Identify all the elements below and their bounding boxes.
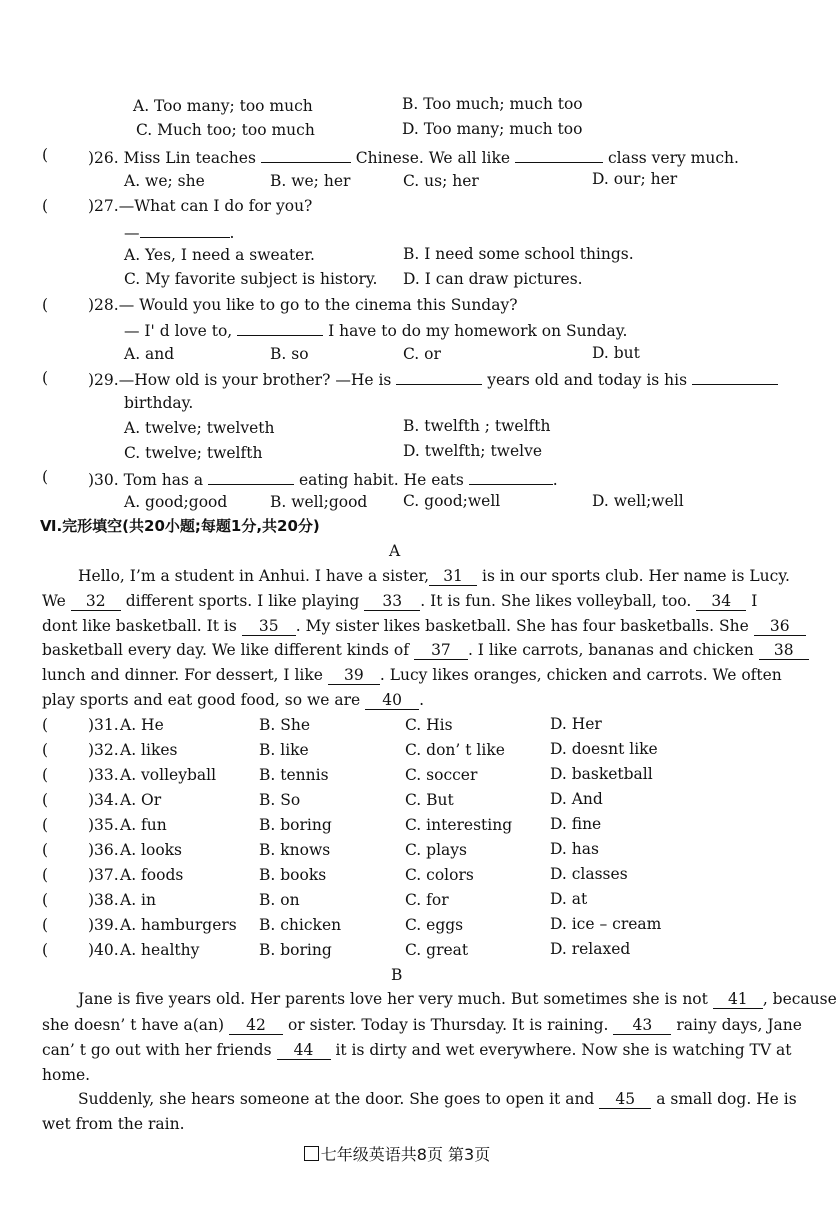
q27-option-d: D. I can draw pictures. <box>403 270 583 288</box>
passage-b-line-2: she doesn’ t have a(an) 42 or sister. Today is Thursday. It is raining. 43 rainy days, Jane <box>42 1016 802 1034</box>
option-c: C. for <box>405 891 449 909</box>
q26-option-d: D. our; her <box>592 170 678 188</box>
option-c: C. don’ t like <box>405 741 505 759</box>
option-c: C. colors <box>405 866 474 884</box>
option-a: A. looks <box>120 841 183 859</box>
option-b: B. books <box>259 866 327 884</box>
q29-answer-paren[interactable]: ( <box>42 369 49 387</box>
q30-option-c: C. good;well <box>403 492 501 510</box>
option-c: C. plays <box>405 841 467 859</box>
option-b: B. tennis <box>259 766 329 784</box>
q29-blank-1[interactable] <box>396 367 482 385</box>
q28-blank[interactable] <box>237 318 323 336</box>
option-a: A. foods <box>120 866 184 884</box>
passage-b-label: B <box>391 966 403 984</box>
option-c: C. But <box>405 791 454 809</box>
q26-blank-2[interactable] <box>515 145 603 163</box>
option-row[interactable]: ( <box>42 716 49 734</box>
q26-blank-1[interactable] <box>261 145 351 163</box>
blank-33[interactable]: 33 <box>364 593 420 611</box>
option-b: B. boring <box>259 816 332 834</box>
blank-39[interactable]: 39 <box>328 667 380 685</box>
option-row[interactable]: ( <box>42 916 49 934</box>
option-row[interactable]: ( <box>42 741 49 759</box>
q27-option-c: C. My favorite subject is history. <box>124 270 378 288</box>
q30-blank-1[interactable] <box>208 467 294 485</box>
q30-option-d: D. well;well <box>592 492 684 510</box>
option-a: A. volleyball <box>120 766 217 784</box>
passage-a-label: A <box>389 542 401 560</box>
option-row-num: )40. <box>88 941 119 959</box>
option-d: D. relaxed <box>550 940 631 958</box>
option-b: B. knows <box>259 841 331 859</box>
passage-b-line-5: Suddenly, she hears someone at the door. She goes to open it and 45 a small dog. He is <box>78 1090 797 1108</box>
option-d: D. classes <box>550 865 628 883</box>
option-d: D. fine <box>550 815 602 833</box>
option-d: D. Her <box>550 715 602 733</box>
option-d: D. at <box>550 890 588 908</box>
q30-option-a: A. good;good <box>124 493 228 511</box>
blank-31[interactable]: 31 <box>429 568 477 586</box>
option-c: C. soccer <box>405 766 478 784</box>
passage-b-line-1: Jane is five years old. Her parents love her very much. But sometimes she is not 41 , because <box>78 990 837 1008</box>
option-d: D. basketball <box>550 765 653 783</box>
q28-option-a: A. and <box>124 345 175 363</box>
option-row[interactable]: ( <box>42 841 49 859</box>
option-row[interactable]: ( <box>42 766 49 784</box>
q27-reply: — . <box>124 220 234 243</box>
blank-38[interactable]: 38 <box>759 642 809 660</box>
q26-option-a: A. we; she <box>124 172 205 190</box>
option-b: B. So <box>259 791 301 809</box>
option-b: B. boring <box>259 941 332 959</box>
option-b: B. like <box>259 741 309 759</box>
passage-a-line-3: dont like basketball. It is 35 . My sister likes basketball. She has four basketballs. She 36 <box>42 616 806 636</box>
option-row[interactable]: ( <box>42 866 49 884</box>
option-row-num: )36. <box>88 841 119 859</box>
q27-option-b: B. I need some school things. <box>403 245 634 263</box>
option-b: B. on <box>259 891 300 909</box>
q25-option-b: B. Too much; much too <box>402 95 583 113</box>
q29-stem: )29.—How old is your brother? —He is years old and today is his <box>88 367 778 390</box>
q27-blank[interactable] <box>140 220 230 238</box>
option-c: C. His <box>405 716 453 734</box>
section-title: Ⅵ.完形填空(共20小题;每题1分,共20分) <box>40 517 320 535</box>
q29-blank-2[interactable] <box>692 367 778 385</box>
option-row-num: )33. <box>88 766 119 784</box>
passage-b-line-6: wet from the rain. <box>42 1115 185 1133</box>
q30-blank-2[interactable] <box>469 467 553 485</box>
blank-44[interactable]: 44 <box>277 1042 331 1060</box>
option-a: A. healthy <box>120 941 200 959</box>
q28-option-c: C. or <box>403 345 441 363</box>
q30-option-b: B. well;good <box>270 493 368 511</box>
q25-option-c: C. Much too; too much <box>136 121 315 139</box>
passage-a-line-2: We 32 different sports. I like playing 33 . It is fun. She likes volleyball, too. 34 I <box>42 592 758 610</box>
q27-answer-paren[interactable]: ( <box>42 197 49 215</box>
blank-45[interactable]: 45 <box>599 1091 651 1109</box>
q29-option-d: D. twelfth; twelve <box>403 442 543 460</box>
passage-a-line-4: basketball every day. We like different kinds of 37 . I like carrots, bananas and chicken 38 <box>42 640 809 660</box>
option-row[interactable]: ( <box>42 941 49 959</box>
page-footer: 七年级英语共8页 第3页 <box>0 1142 794 1165</box>
q30-answer-paren[interactable]: ( <box>42 468 49 486</box>
option-c: C. great <box>405 941 469 959</box>
option-d: D. has <box>550 840 599 858</box>
q27-stem: )27.—What can I do for you? <box>88 197 313 215</box>
option-row-num: )34. <box>88 791 119 809</box>
blank-41[interactable]: 41 <box>713 991 763 1009</box>
option-row-num: )38. <box>88 891 119 909</box>
option-d: D. ice – cream <box>550 915 662 933</box>
blank-32[interactable]: 32 <box>71 593 121 611</box>
option-a: A. He <box>120 716 164 734</box>
passage-a-line-6: play sports and eat good food, so we are 40 . <box>42 691 425 709</box>
option-b: B. chicken <box>259 916 342 934</box>
option-d: D. doesnt like <box>550 740 658 758</box>
option-row-num: )35. <box>88 816 119 834</box>
passage-a-line-1: Hello, I’m a student in Anhui. I have a sister, 31 is in our sports club. Her name is Lucy. <box>78 567 790 585</box>
passage-a-line-5: lunch and dinner. For dessert, I like 39 . Lucy likes oranges, chicken and carrots. We often <box>42 666 782 684</box>
blank-34[interactable]: 34 <box>696 593 746 611</box>
blank-35[interactable]: 35 <box>242 618 296 636</box>
q29-option-b: B. twelfth ; twelfth <box>403 417 551 435</box>
blank-37[interactable]: 37 <box>414 642 468 660</box>
q29-stem-cont: birthday. <box>124 394 194 412</box>
q28-stem: )28.— Would you like to go to the cinema this Sunday? <box>88 296 518 314</box>
q28-option-d: D. but <box>592 344 640 362</box>
q25-option-a: A. Too many; too much <box>133 97 313 115</box>
blank-43[interactable]: 43 <box>613 1017 671 1035</box>
option-c: C. interesting <box>405 816 513 834</box>
option-row-num: )39. <box>88 916 119 934</box>
option-row[interactable]: ( <box>42 891 49 909</box>
option-row-num: )32. <box>88 741 119 759</box>
option-d: D. And <box>550 790 603 808</box>
q28-answer-paren[interactable]: ( <box>42 296 49 314</box>
q27-option-a: A. Yes, I need a sweater. <box>124 246 315 264</box>
q30-stem: )30. Tom has a eating habit. He eats . <box>88 467 558 490</box>
q25-option-d: D. Too many; much too <box>402 120 583 138</box>
passage-b-line-4: home. <box>42 1066 91 1084</box>
option-a: A. fun <box>120 816 167 834</box>
option-a: A. hamburgers <box>120 916 237 934</box>
option-a: A. likes <box>120 741 178 759</box>
option-row[interactable]: ( <box>42 791 49 809</box>
passage-b-line-3: can’ t go out with her friends 44 it is dirty and wet everywhere. Now she is watching TV at <box>42 1041 792 1059</box>
checkbox-square-icon <box>304 1146 319 1161</box>
q26-answer-paren[interactable]: ( <box>42 146 49 164</box>
option-b: B. She <box>259 716 311 734</box>
q29-option-c: C. twelve; twelfth <box>124 444 263 462</box>
q26-option-b: B. we; her <box>270 172 351 190</box>
option-a: A. in <box>120 891 156 909</box>
q26-stem: )26. Miss Lin teaches Chinese. We all like class very much. <box>88 145 739 168</box>
blank-42[interactable]: 42 <box>229 1017 283 1035</box>
q29-option-a: A. twelve; twelveth <box>124 419 275 437</box>
option-row-num: )37. <box>88 866 119 884</box>
blank-36[interactable]: 36 <box>754 618 806 636</box>
option-a: A. Or <box>120 791 162 809</box>
q28-reply: — I' d love to, I have to do my homework on Sunday. <box>124 318 627 341</box>
q28-option-b: B. so <box>270 345 309 363</box>
option-row-num: )31. <box>88 716 119 734</box>
blank-40[interactable]: 40 <box>365 692 419 710</box>
option-row[interactable]: ( <box>42 816 49 834</box>
option-c: C. eggs <box>405 916 464 934</box>
q26-option-c: C. us; her <box>403 172 479 190</box>
